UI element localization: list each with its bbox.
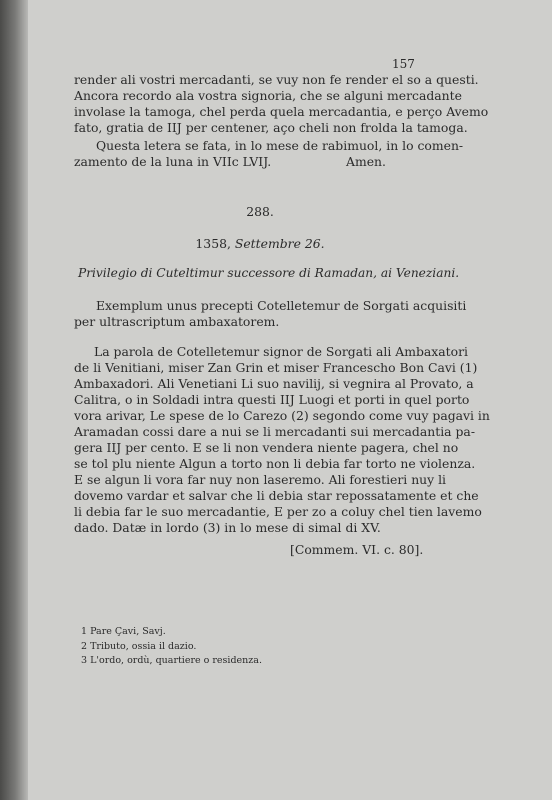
book-spine-shadow <box>0 0 28 800</box>
body-line: de li Venitiani, miser Zan Grin et miser Francescho Bon Cavi (1) <box>74 360 478 375</box>
page-number: 157 <box>392 57 415 71</box>
closing-line: Questa letera se fata, in lo mese de rabimuol, in lo comen- <box>96 138 464 153</box>
exemplum-line: Exemplum unus precepti Cotelletemur de Sorgati acquisiti <box>96 298 467 313</box>
text-line: involase la tamoga, chel perda quela mercadantia, e perço Avemo <box>74 104 489 119</box>
source-reference: [Commem. VI. c. 80]. <box>290 542 424 557</box>
text-line: fato, gratia de IIJ per centener, aço cheli non frolda la tamoga. <box>74 120 468 135</box>
body-line: Aramadan cossi dare a nui se li mercadanti sui mercadantia pa- <box>74 424 476 439</box>
footnote: 1 Pare Çavi, Savj. <box>81 626 166 637</box>
body-line: li debia far le suo mercadantie, E per zo a coluy chel tien lavemo <box>74 504 482 519</box>
body-line: La parola de Cotelletemur signor de Sorgati ali Ambaxatori <box>94 344 468 359</box>
document-number: 288. <box>246 204 274 219</box>
body-line: vora arivar, Le spese de lo Carezo (2) segondo come vuy pagavi in <box>74 408 490 423</box>
text-line: Ancora recordo ala vostra signoria, che se alguni mercadante <box>74 88 462 103</box>
body-line: gera IIJ per cento. E se li non vendera niente pagera, chel no <box>74 440 459 455</box>
closing-amen: Amen. <box>346 154 386 169</box>
body-line: dovemo vardar et salvar che li debia star repossatamente et che <box>74 488 479 503</box>
document-date <box>74 236 446 251</box>
body-line: Calitra, o in Soldadi intra questi IIJ Luogi et porti in quel porto <box>74 392 470 407</box>
date-month: Settembre 26. <box>234 236 325 251</box>
footnote: 2 Tributo, ossia il dazio. <box>81 641 197 652</box>
closing-line: zamento de la luna in VIIc LVIJ. <box>74 154 272 169</box>
body-line: Ambaxadori. Ali Venetiani Li suo navilij, si vegnira al Provato, a <box>74 376 474 391</box>
date-year: 1358, <box>195 236 231 251</box>
body-line: se tol plu niente Algun a torto non li debia far torto ne violenza. <box>74 456 476 471</box>
text-line: render ali vostri mercadanti, se vuy non fe render el so a questi. <box>74 72 479 87</box>
footnote: 3 L'ordo, ordù, quartiere o residenza. <box>81 655 262 666</box>
body-line: E se algun li vora far nuy non laseremo. Ali forestieri nuy li <box>74 472 447 487</box>
document-heading: Privilegio di Cuteltimur successore di Ramadan, ai Veneziani. <box>78 266 460 280</box>
exemplum-line: per ultrascriptum ambaxatorem. <box>74 314 280 329</box>
body-line: dado. Datæ in lordo (3) in lo mese di simal di XV. <box>74 520 381 535</box>
